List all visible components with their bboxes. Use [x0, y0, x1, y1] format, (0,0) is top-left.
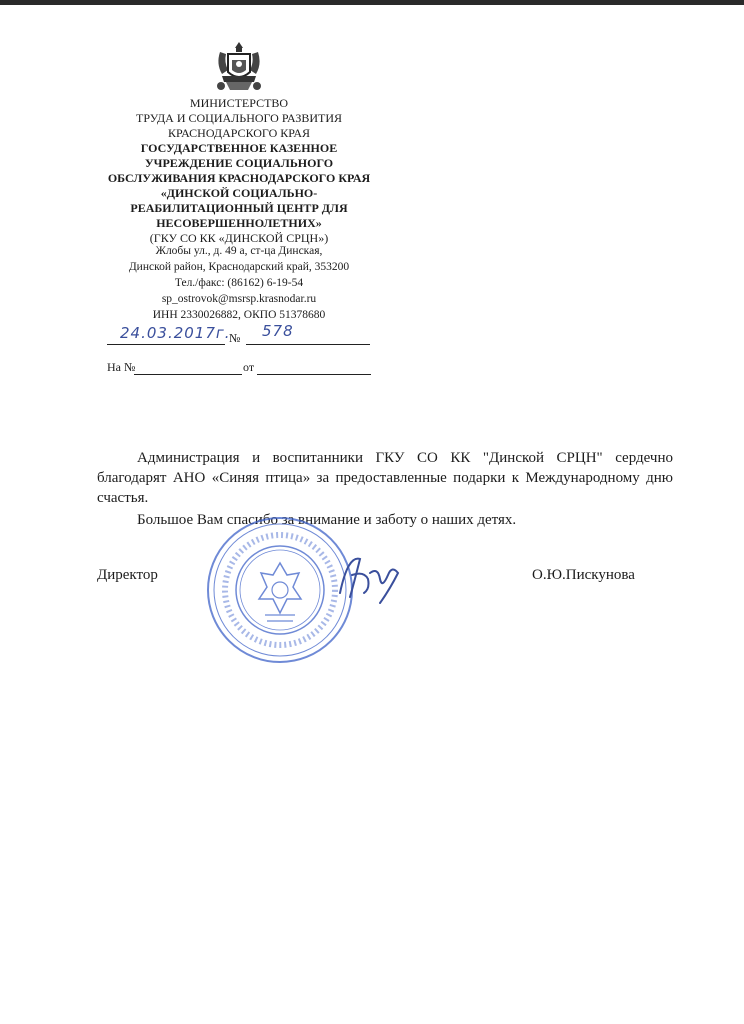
address-block [104, 243, 374, 323]
address-line: sp_ostrovok@msrsp.krasnodar.ru [161, 293, 317, 305]
letterhead-line: ГОСУДАРСТВЕННОЕ КАЗЕННОЕ [140, 141, 338, 155]
scan-edge [0, 0, 744, 5]
body-paragraph: Большое Вам спасибо за внимание и заботу о наших детях. [137, 512, 517, 528]
letterhead [104, 96, 374, 246]
ref-number-label: На № [107, 360, 136, 374]
registration-number: 578 [262, 322, 294, 340]
signatory-title: Директор [97, 567, 158, 583]
letterhead-line: УЧРЕЖДЕНИЕ СОЦИАЛЬНОГО [144, 156, 334, 170]
ref-date-line [257, 360, 371, 375]
registration-date: 24.03.2017г. [120, 324, 231, 342]
letterhead-line: ОБСЛУЖИВАНИЯ КРАСНОДАРСКОГО КРАЯ [107, 171, 371, 185]
number-label: № [229, 331, 241, 345]
address-line: Динской район, Краснодарский край, 353200 [128, 261, 350, 273]
address-line: ИНН 2330026882, ОКПО 51378680 [152, 309, 326, 321]
letterhead-line: КРАСНОДАРСКОГО КРАЯ [167, 126, 311, 140]
coat-of-arms-icon [214, 40, 264, 94]
letterhead-line: ТРУДА И СОЦИАЛЬНОГО РАЗВИТИЯ [135, 111, 343, 125]
letterhead-line: МИНИСТЕРСТВО [189, 96, 289, 110]
letterhead-line: НЕСОВЕРШЕННОЛЕТНИХ» [156, 216, 322, 230]
signatory-name: О.Ю.Пискунова [532, 567, 635, 583]
letter-body [97, 448, 673, 530]
handwritten-signature [330, 545, 410, 605]
letterhead-line: «ДИНСКОЙ СОЦИАЛЬНО- [160, 186, 318, 200]
ref-date-label: от [243, 360, 255, 374]
letterhead-line: РЕАБИЛИТАЦИОННЫЙ ЦЕНТР ДЛЯ [130, 201, 348, 215]
letterhead-line: (ГКУ СО КК «ДИНСКОЙ СРЦН») [149, 231, 329, 245]
address-line: Жлобы ул., д. 49 а, ст-ца Динская, [155, 245, 323, 257]
address-line: Тел./факс: (86162) 6-19-54 [174, 277, 304, 289]
ref-number-line [134, 360, 242, 375]
body-paragraph: Администрация и воспитанники ГКУ СО КК "Динской СРЦН" сердечно благодарят АНО «Синяя птица» за предоставленные подарки к Международному дню счастья. [97, 450, 673, 506]
